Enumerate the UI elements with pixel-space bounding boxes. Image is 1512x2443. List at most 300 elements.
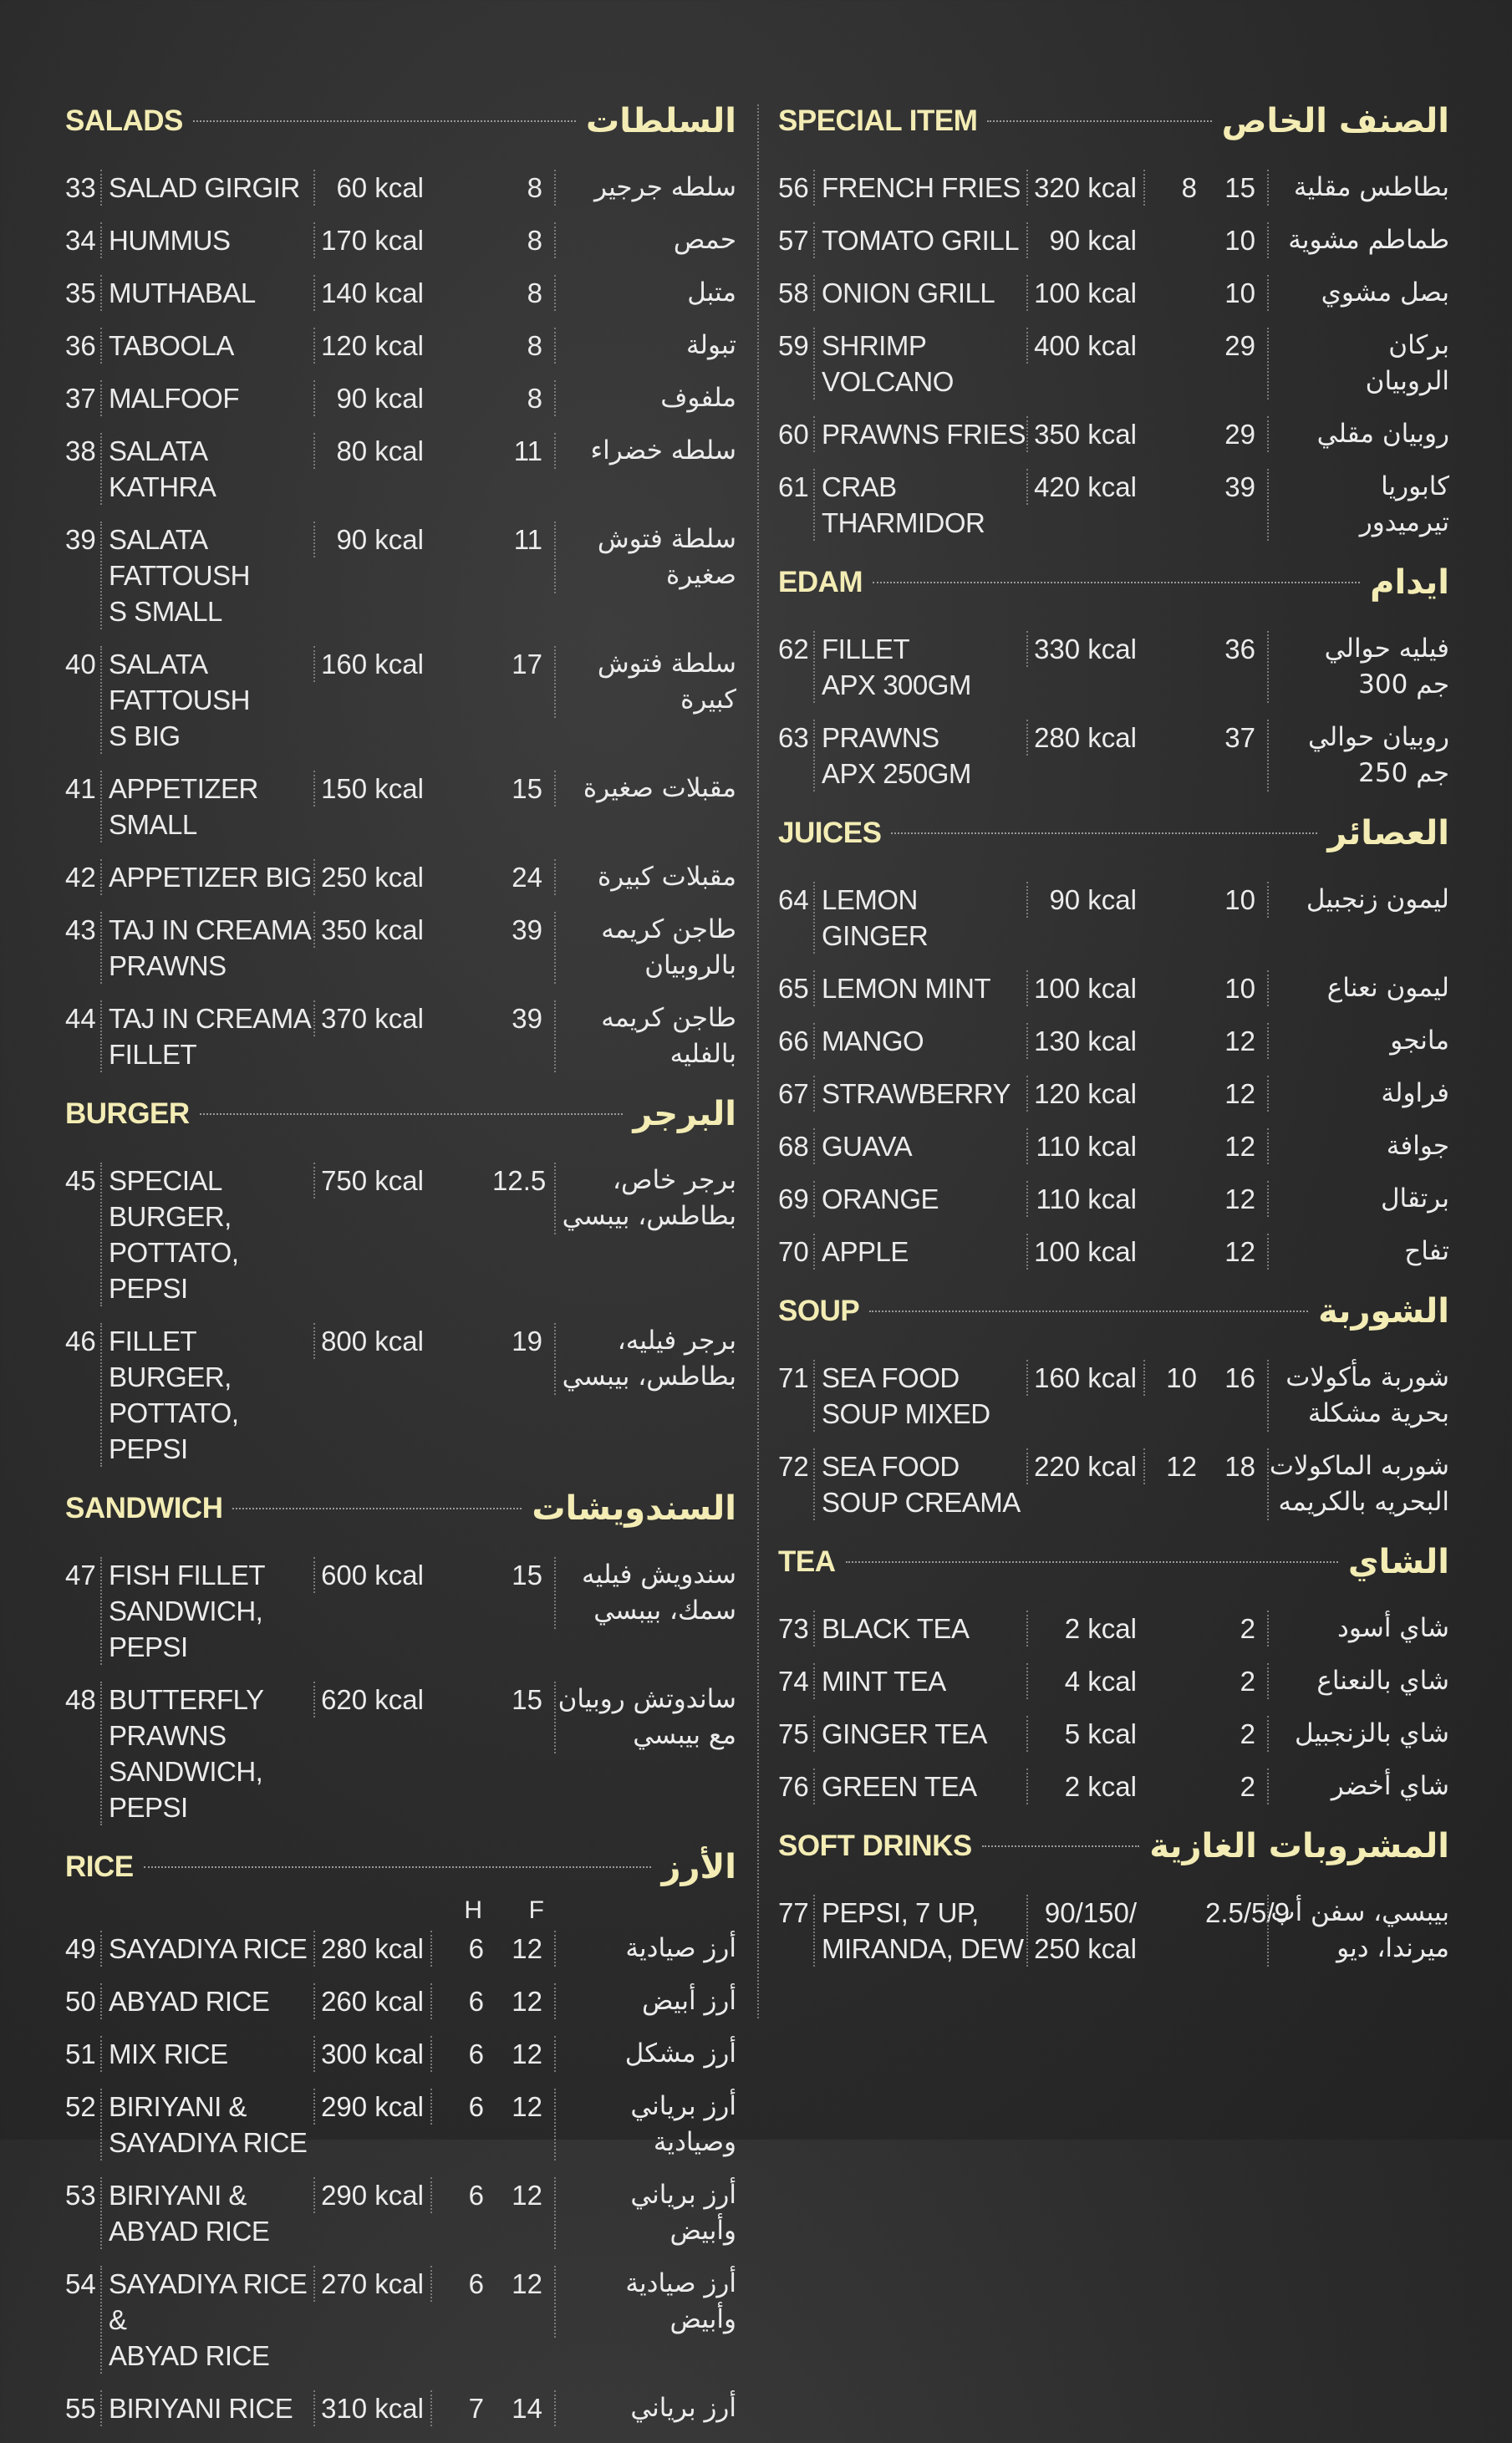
item-name-ar: جوافة [1267, 1128, 1449, 1164]
item-price-half: 6 [430, 1931, 492, 1967]
item-name-ar: أرز صيادية وأبيض [554, 2266, 736, 2338]
item-calories: 750 kcal [313, 1163, 430, 1199]
item-name-en: ONION GRILL [813, 275, 1026, 311]
half-portion-label: H [464, 1896, 482, 1924]
section-title-ar: العصائر [1327, 814, 1449, 853]
item-number: 68 [778, 1131, 809, 1162]
item-number: 75 [778, 1718, 809, 1749]
item-name-ar: أرز برياني وأبيض [554, 2177, 736, 2249]
menu-item [778, 275, 1449, 311]
item-name-en: SALATA KATHRA [100, 433, 313, 505]
item-price: 12.5 [492, 1165, 547, 1196]
item-name-en: ORANGE [813, 1181, 1026, 1217]
item-number: 60 [778, 419, 809, 450]
item-name-ar: روبيان حوالي جم 250 [1267, 720, 1449, 791]
item-calories: 250 kcal [313, 859, 430, 895]
item-price: 8 [527, 172, 542, 203]
item-calories: 290 kcal [313, 2089, 430, 2125]
item-name-en: MINT TEA [813, 1663, 1026, 1699]
menu-item [778, 1663, 1449, 1699]
menu-item [65, 222, 736, 258]
item-price: 10 [1224, 225, 1255, 256]
item-name-en: MIX RICE [100, 2036, 313, 2072]
item-price: 2 [1240, 1771, 1255, 1802]
item-name-en: SHRIMP VOLCANO [813, 328, 1026, 400]
item-calories: 2 kcal [1026, 1769, 1143, 1804]
item-calories: 5 kcal [1026, 1716, 1143, 1752]
item-name-ar: شاي بالزنجبيل [1267, 1716, 1449, 1752]
item-price: 8 [527, 330, 542, 361]
item-name-en: SALAD GIRGIR [100, 170, 313, 206]
item-number: 76 [778, 1771, 809, 1802]
item-list [778, 170, 1449, 541]
item-name-en: GINGER TEA [813, 1716, 1026, 1752]
item-list [778, 882, 1449, 1270]
item-number: 43 [65, 914, 96, 945]
item-name-ar: شوربه الماكولات البحريه بالكريمه [1267, 1448, 1449, 1520]
menu-section [778, 96, 1449, 541]
item-name-en: BLACK TEA [813, 1611, 1026, 1646]
menu-item [65, 859, 736, 895]
menu-item [65, 328, 736, 364]
item-number: 57 [778, 225, 809, 256]
menu-item [65, 2266, 736, 2374]
item-price-half: 8 [1143, 170, 1205, 206]
item-list [778, 631, 1449, 791]
item-number: 38 [65, 435, 96, 466]
menu-item [778, 1716, 1449, 1752]
section-header [778, 96, 1449, 146]
menu-item [65, 522, 736, 629]
item-price: 2 [1240, 1666, 1255, 1697]
item-price: 15 [512, 1560, 542, 1590]
item-price: 17 [512, 649, 542, 679]
item-number: 65 [778, 973, 809, 1004]
section-title-ar: الشاي [1347, 1543, 1449, 1581]
item-number: 62 [778, 634, 809, 664]
item-number: 37 [65, 383, 96, 414]
item-number: 34 [65, 225, 96, 256]
item-price: 12 [1224, 1183, 1255, 1214]
item-name-ar: طماطم مشوية [1267, 222, 1449, 258]
menu-item [65, 1163, 736, 1306]
item-name-en: BIRIYANI & SAYADIYA RICE [100, 2089, 313, 2161]
item-name-ar: بطاطس مقلية [1267, 170, 1449, 206]
item-number: 59 [778, 330, 809, 361]
item-number: 73 [778, 1613, 809, 1644]
menu-item [65, 912, 736, 984]
section-title-leader [891, 832, 1317, 834]
item-name-en: SPECIAL BURGER, POTTATO, PEPSI [100, 1163, 313, 1306]
item-price: 16 [1224, 1362, 1255, 1393]
item-price: 8 [527, 383, 542, 414]
menu-column-right [778, 96, 1449, 1983]
item-name-en: FRENCH FRIES [813, 170, 1026, 206]
item-list [778, 1895, 1449, 1967]
section-title-ar: ايدام [1370, 563, 1449, 602]
item-number: 35 [65, 277, 96, 308]
column-divider [757, 104, 759, 2018]
item-name-en: GUAVA [813, 1128, 1026, 1164]
item-name-ar: بركان الروبيان [1267, 328, 1449, 400]
item-calories: 420 kcal [1026, 469, 1143, 505]
item-name-ar: ساندوتش روبيان مع بيبسي [554, 1682, 736, 1753]
item-name-en: TAJ IN CREAMA PRAWNS [100, 912, 313, 984]
item-name-en: HUMMUS [100, 222, 313, 258]
item-calories: 350 kcal [313, 912, 430, 948]
item-calories: 220 kcal [1026, 1448, 1143, 1484]
menu-item [778, 1895, 1449, 1967]
item-price: 24 [512, 862, 542, 893]
menu-item [778, 882, 1449, 954]
item-price: 19 [512, 1326, 542, 1356]
item-price: 39 [512, 1003, 542, 1034]
section-title-leader [982, 1845, 1139, 1847]
item-name-en: FILLET BURGER, POTTATO, PEPSI [100, 1323, 313, 1467]
menu-item [778, 631, 1449, 703]
menu-item [65, 1000, 736, 1072]
item-calories: 330 kcal [1026, 631, 1143, 667]
item-calories: 80 kcal [313, 433, 430, 469]
item-calories: 120 kcal [313, 328, 430, 364]
menu-item [778, 170, 1449, 206]
item-number: 53 [65, 2180, 96, 2211]
menu-item [778, 720, 1449, 791]
item-calories: 310 kcal [313, 2390, 430, 2426]
menu-item [778, 469, 1449, 541]
item-price: 12 [512, 2038, 542, 2069]
item-name-ar: مقبلات صغيرة [554, 771, 736, 807]
item-name-ar: برتقال [1267, 1181, 1449, 1217]
item-name-ar: سندويش فيليه سمك، بيبسي [554, 1557, 736, 1629]
item-price-half: 6 [430, 2266, 492, 2302]
item-list [65, 1557, 736, 1825]
item-price: 12 [512, 2091, 542, 2122]
item-calories: 280 kcal [313, 1931, 430, 1967]
item-price-half: 10 [1143, 1360, 1205, 1396]
section-title-ar: المشروبات الغازية [1149, 1827, 1449, 1865]
item-name-ar: أرز صيادية [554, 1931, 736, 1967]
menu-item [65, 1983, 736, 2019]
menu-item [778, 1023, 1449, 1059]
item-price: 12 [512, 2180, 542, 2211]
menu-item [65, 2089, 736, 2161]
item-price: 2.5/5/9 [1205, 1897, 1290, 1928]
section-title-leader [193, 120, 576, 122]
item-number: 54 [65, 2268, 96, 2299]
menu-item [65, 380, 736, 416]
section-title-en: BURGER [65, 1097, 190, 1130]
item-number: 71 [778, 1362, 809, 1393]
section-title-en: SALADS [65, 104, 183, 137]
menu-item [778, 328, 1449, 400]
menu-section [65, 1842, 736, 2426]
section-title-en: JUICES [778, 817, 882, 849]
item-calories: 800 kcal [313, 1323, 430, 1359]
menu-section [65, 1089, 736, 1467]
spacer [65, 1897, 100, 1924]
item-calories: 160 kcal [1026, 1360, 1143, 1396]
item-calories: 100 kcal [1026, 1234, 1143, 1270]
item-calories: 350 kcal [1026, 416, 1143, 452]
item-name-ar: طاجن كريمه بالروبيان [554, 912, 736, 984]
item-calories: 120 kcal [1026, 1076, 1143, 1112]
item-list [65, 170, 736, 1072]
item-name-en: FILLET APX 300GM [813, 631, 1026, 703]
item-price: 14 [512, 2393, 542, 2424]
item-name-ar: برجر خاص، بطاطس، بيبسي [554, 1163, 736, 1234]
item-name-ar: مانجو [1267, 1023, 1449, 1059]
item-price-half: 12 [1143, 1448, 1205, 1484]
section-header [778, 808, 1449, 858]
item-calories: 100 kcal [1026, 275, 1143, 311]
item-name-ar: شاي بالنعناع [1267, 1663, 1449, 1699]
item-name-en: BIRIYANI RICE [100, 2390, 313, 2426]
menu-section [65, 96, 736, 1072]
menu-item [778, 222, 1449, 258]
item-calories: 270 kcal [313, 2266, 430, 2302]
item-number: 40 [65, 649, 96, 679]
item-name-ar: ليمون نعناع [1267, 970, 1449, 1006]
half-full-header [65, 1897, 736, 1924]
menu-item [65, 1682, 736, 1825]
item-price: 12 [512, 2268, 542, 2299]
menu-item [778, 1448, 1449, 1520]
section-title-en: SANDWICH [65, 1492, 223, 1524]
item-number: 33 [65, 172, 96, 203]
menu-item [65, 771, 736, 842]
item-list [778, 1360, 1449, 1520]
item-name-en: BIRIYANI & ABYAD RICE [100, 2177, 313, 2249]
menu-item [65, 433, 736, 505]
item-calories: 140 kcal [313, 275, 430, 311]
item-number: 58 [778, 277, 809, 308]
item-number: 55 [65, 2393, 96, 2424]
item-name-ar: بصل مشوي [1267, 275, 1449, 311]
menu-item [65, 275, 736, 311]
item-number: 77 [778, 1897, 809, 1928]
section-title-leader [232, 1508, 522, 1509]
item-name-ar: طاجن كريمه بالفليه [554, 1000, 736, 1072]
item-calories: 260 kcal [313, 1983, 430, 2019]
menu-item [778, 1181, 1449, 1217]
item-price: 29 [1224, 330, 1255, 361]
item-calories: 60 kcal [313, 170, 430, 206]
item-name-ar: شوربة مأكولات بحرية مشكلة [1267, 1360, 1449, 1432]
item-name-ar: شاي أسود [1267, 1611, 1449, 1646]
item-name-ar: أرز مشكل [554, 2036, 736, 2072]
item-name-en: SEA FOOD SOUP CREAMA [813, 1448, 1026, 1520]
item-price: 12 [512, 1933, 542, 1964]
item-price: 10 [1224, 973, 1255, 1004]
item-name-ar: بيبسي، سفن أب ميرندا، ديو [1267, 1895, 1449, 1967]
section-header [65, 1484, 736, 1534]
item-name-en: SAYADIYA RICE [100, 1931, 313, 1967]
item-price: 2 [1240, 1718, 1255, 1749]
item-calories: 600 kcal [313, 1557, 430, 1593]
item-name-en: APPLE [813, 1234, 1026, 1270]
item-name-en: SAYADIYA RICE & ABYAD RICE [100, 2266, 313, 2374]
item-name-ar: روبيان مقلي [1267, 416, 1449, 452]
item-calories: 160 kcal [313, 646, 430, 682]
section-title-leader [144, 1866, 652, 1868]
item-calories: 4 kcal [1026, 1663, 1143, 1699]
item-number: 47 [65, 1560, 96, 1590]
item-number: 70 [778, 1236, 809, 1267]
item-number: 46 [65, 1326, 96, 1356]
item-name-ar: أرز برياني [554, 2390, 736, 2426]
item-name-en: SEA FOOD SOUP MIXED [813, 1360, 1026, 1432]
item-name-ar: فيليه حوالي جم 300 [1267, 631, 1449, 703]
item-name-ar: فراولة [1267, 1076, 1449, 1112]
section-title-ar: الشوربة [1318, 1292, 1449, 1331]
item-calories: 110 kcal [1026, 1128, 1143, 1164]
menu-item [778, 1076, 1449, 1112]
item-number: 51 [65, 2038, 96, 2069]
item-name-ar: شاي أخضر [1267, 1769, 1449, 1804]
menu-section [778, 1821, 1449, 1967]
item-name-ar: متبل [554, 275, 736, 311]
item-name-ar: سلطة فتوش كبيرة [554, 646, 736, 718]
menu-item [778, 1611, 1449, 1646]
item-price: 39 [512, 914, 542, 945]
section-title-en: RICE [65, 1850, 134, 1883]
item-name-ar: ليمون زنجبيل [1267, 882, 1449, 918]
item-name-en: SALATA FATTOUSH S SMALL [100, 522, 313, 629]
item-name-en: SALATA FATTOUSH S BIG [100, 646, 313, 754]
item-name-ar: تفاح [1267, 1234, 1449, 1270]
item-name-en: BUTTERFLY PRAWNS SANDWICH, PEPSI [100, 1682, 313, 1825]
item-calories: 150 kcal [313, 771, 430, 807]
item-price: 8 [527, 277, 542, 308]
item-number: 45 [65, 1165, 96, 1196]
section-title-leader [846, 1561, 1338, 1563]
item-price: 12 [1224, 1026, 1255, 1056]
item-calories: 110 kcal [1026, 1181, 1143, 1217]
menu-item [778, 970, 1449, 1006]
item-price: 12 [512, 1986, 542, 2017]
item-name-en: PRAWNS FRIES [813, 416, 1026, 452]
section-title-leader [869, 1311, 1308, 1312]
item-name-en: APPETIZER SMALL [100, 771, 313, 842]
item-price: 8 [527, 225, 542, 256]
item-name-en: PRAWNS APX 250GM [813, 720, 1026, 791]
section-header [778, 1821, 1449, 1871]
item-calories: 2 kcal [1026, 1611, 1143, 1646]
item-number: 69 [778, 1183, 809, 1214]
menu-item [778, 416, 1449, 452]
item-name-en: LEMON MINT [813, 970, 1026, 1006]
item-number: 52 [65, 2091, 96, 2122]
item-number: 44 [65, 1003, 96, 1034]
item-name-en: STRAWBERRY [813, 1076, 1026, 1112]
item-name-en: MUTHABAL [100, 275, 313, 311]
item-name-en: APPETIZER BIG [100, 859, 313, 895]
section-title-ar: السلطات [586, 102, 736, 140]
item-name-ar: أرز برياني وصيادية [554, 2089, 736, 2161]
spacer [100, 1897, 313, 1924]
item-number: 39 [65, 524, 96, 555]
item-calories: 290 kcal [313, 2177, 430, 2213]
item-price: 12 [1224, 1078, 1255, 1109]
section-header [778, 1537, 1449, 1587]
section-header [778, 1286, 1449, 1336]
item-name-en: LEMON GINGER [813, 882, 1026, 954]
menu-item [65, 1931, 736, 1967]
menu-item [65, 1557, 736, 1665]
item-calories: 100 kcal [1026, 970, 1143, 1006]
item-calories: 90 kcal [313, 380, 430, 416]
item-name-ar: أرز أبيض [554, 1983, 736, 2019]
item-list [65, 1931, 736, 2426]
section-title-en: TEA [778, 1545, 836, 1578]
full-portion-label: F [528, 1896, 544, 1924]
item-calories: 400 kcal [1026, 328, 1143, 364]
item-price: 37 [1224, 722, 1255, 753]
section-header [65, 96, 736, 146]
item-price: 39 [1224, 471, 1255, 502]
item-price: 12 [1224, 1236, 1255, 1267]
item-name-ar: برجر فيليه، بطاطس، بيبسي [554, 1323, 736, 1395]
item-name-ar: ملفوف [554, 380, 736, 416]
item-calories: 90 kcal [313, 522, 430, 557]
item-calories: 370 kcal [313, 1000, 430, 1036]
item-name-en: FISH FILLET SANDWICH, PEPSI [100, 1557, 313, 1665]
item-number: 50 [65, 1986, 96, 2017]
item-calories: 280 kcal [1026, 720, 1143, 756]
menu-section [778, 1537, 1449, 1804]
item-price-half: 7 [430, 2390, 492, 2426]
item-price-half: 6 [430, 2036, 492, 2072]
menu-item [778, 1769, 1449, 1804]
section-title-ar: السندويشات [532, 1489, 736, 1528]
section-title-en: SOFT DRINKS [778, 1830, 972, 1862]
item-calories: 620 kcal [313, 1682, 430, 1718]
item-list [778, 1611, 1449, 1804]
item-number: 41 [65, 773, 96, 804]
item-name-en: ABYAD RICE [100, 1983, 313, 2019]
item-number: 36 [65, 330, 96, 361]
item-price: 15 [512, 773, 542, 804]
item-name-en: TOMATO GRILL [813, 222, 1026, 258]
spacer [313, 1897, 430, 1924]
item-name-en: PEPSI, 7 UP, MIRANDA, DEW [813, 1895, 1026, 1967]
menu-item [778, 1234, 1449, 1270]
item-number: 72 [778, 1451, 809, 1482]
section-title-ar: الأرز [661, 1848, 736, 1886]
item-number: 74 [778, 1666, 809, 1697]
section-title-ar: البرجر [633, 1095, 736, 1133]
menu-item [65, 2390, 736, 2426]
item-name-ar: تبولة [554, 328, 736, 364]
item-price: 36 [1224, 634, 1255, 664]
item-name-ar: مقبلات كبيرة [554, 859, 736, 895]
item-price-half: 6 [430, 2177, 492, 2213]
item-price: 11 [513, 435, 542, 466]
item-number: 64 [778, 884, 809, 915]
item-name-ar: سلطه جرجير [554, 170, 736, 206]
item-price: 12 [1224, 1131, 1255, 1162]
item-name-ar: سلطه خضراء [554, 433, 736, 469]
item-calories: 300 kcal [313, 2036, 430, 2072]
section-header [65, 1842, 736, 1892]
section-title-en: SPECIAL ITEM [778, 104, 978, 137]
menu-item [65, 1323, 736, 1467]
menu-item [65, 2036, 736, 2072]
item-calories: 130 kcal [1026, 1023, 1143, 1059]
item-calories: 90 kcal [1026, 222, 1143, 258]
menu-item [778, 1128, 1449, 1164]
